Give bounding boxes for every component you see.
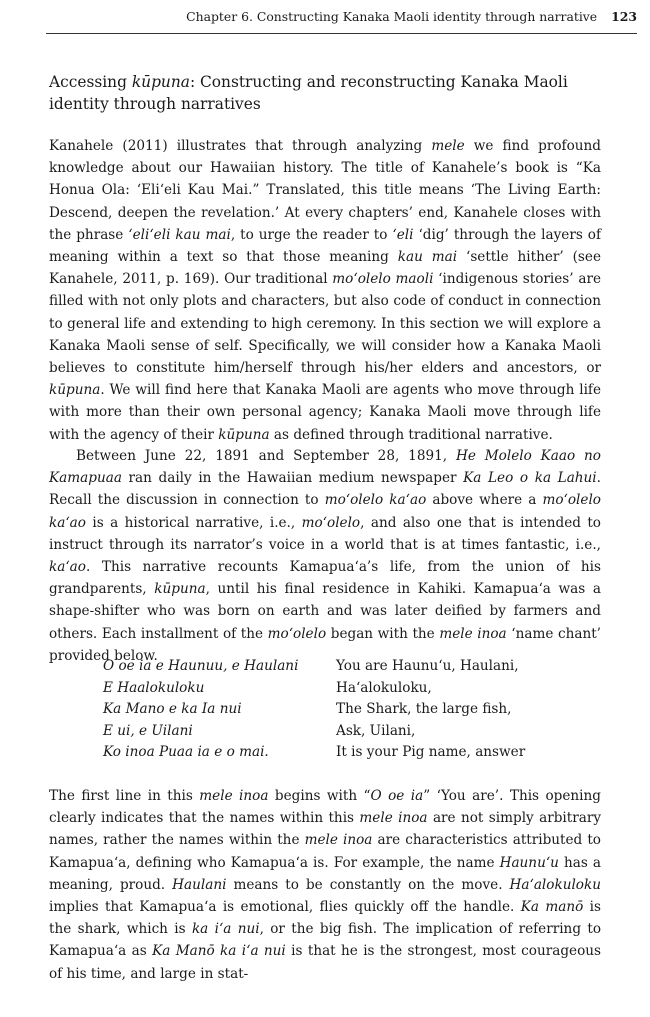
verse-english: Haʻalokuloku, [336,679,432,696]
emphasis-term: moʻolelo kaʻao [324,492,427,509]
text-run: , until his final residence in Kahiki. Kamapuaʻa was a shape-shifter who was born on earth and was later deified by farmers and others. Each installment of the [49,581,601,642]
paragraph-2 [49,445,601,667]
emphasis-term: Haulani [172,876,227,893]
text-run: means to be constantly on the move. [226,876,510,893]
verse-english: Ask, Uilani, [336,722,416,739]
emphasis-term: kūpuna [154,581,206,598]
emphasis-term: kaʻao [49,559,86,576]
mele-inoa-verse [103,656,543,764]
paragraph-1 [49,135,601,446]
text-run: has a meaning, proud. [49,854,601,893]
section-title-pre: Accessing [49,73,132,91]
emphasis-term: Ka manō [520,899,584,916]
text-run: , or the big fish. The implication of referring to Kamapuaʻa as [49,921,602,960]
emphasis-term: mele [431,138,465,154]
paragraph-3 [49,785,601,985]
text-run: is a historical narrative, i.e., [85,514,302,531]
text-run: above where a [426,492,543,509]
emphasis-term: Haʻalokuloku [509,876,601,893]
text-run: . We will find here that Kanaka Maoli are agents who move through life with more than their own personal agency; Kanaka Maoli move through life with the agency of their [49,382,601,443]
text-run: ‘settle hither’ (see Kanahele, 2011, p. 169). Our traditional [49,249,602,288]
verse-english: It is your Pig name, answer [336,744,526,761]
emphasis-term: kūpuna [49,382,101,399]
verse-line [103,678,543,700]
emphasis-term: ʻeli [392,226,414,243]
section-title-post: : Constructing and reconstructing Kanaka Maoli identity through narratives [49,73,568,113]
emphasis-term: He Molelo Kaao no Kamapuaa [49,448,601,487]
verse-line [103,721,543,743]
text-run: ” ‘You are’. This opening clearly indicates that the names within this [49,788,601,827]
emphasis-term: mele inoa [359,810,428,827]
text-run: ‘name chant’ provided below. [49,625,601,664]
verse-line [103,656,543,678]
section-title-em: kūpuna [131,73,190,91]
text-run: begins with “ [268,788,371,804]
text-run: The first line in this [49,788,200,804]
verse-hawaiian: O oe ia e Haunuu, e Haulani [103,658,299,674]
emphasis-term: kau mai [397,249,458,266]
emphasis-term: Ka Manō ka iʻa nui [152,943,286,960]
emphasis-term: Ka Leo o ka Lahui [463,470,597,487]
emphasis-term: moʻolelo kaʻao [49,492,601,531]
emphasis-term: moʻolelo [267,625,327,642]
verse-english: You are Haunuʻu, Haulani, [336,658,519,674]
verse-hawaiian: E Haalokuloku [103,679,205,696]
text-run: ‘indigenous stories’ are filled with not only plots and characters, but also code of conduct in connection to general life and extending to high ceremony. In this section we will explore a Kanaka Maoli sense of self. Specifically, we will consider how a Kanaka Maoli believes to constitute him/herself through his/her elders and ancestors, or [49,271,601,377]
running-title: Chapter 6. Constructing Kanaka Maoli identity through narrative [186,9,598,24]
emphasis-term: mele inoa [439,625,507,642]
text-run: are characteristics attributed to Kamapuaʻa, defining who Kamapuaʻa is. For example, the name [49,832,601,871]
verse-line [103,699,543,721]
emphasis-term: moʻolelo [301,514,361,531]
text-run: ‘dig’ through the layers of meaning within a text so that those meaning [49,226,601,266]
page-number: 123 [611,9,637,24]
emphasis-term: mele inoa [199,788,269,804]
emphasis-term: moʻolelo maoli [332,271,434,288]
text-run: implies that Kamapuaʻa is emotional, flies quickly off the handle. [49,899,521,916]
text-run: we find profound knowledge about our Hawaiian history. The title of Kanahele’s book is “Ka Honua Ola: ‘Eliʻeli Kau Mai.” Translated, this title means ‘The Living Earth: Descend, deepen the revelation.’ At every chapters’ end, Kanahele closes with the phrase [49,138,601,243]
emphasis-term: O oe ia [370,788,424,804]
verse-english: The Shark, the large fish, [336,701,512,718]
header-rule [46,33,637,34]
emphasis-term: ka iʻa nui [191,921,260,938]
running-head [46,9,637,25]
emphasis-term: kūpuna [218,426,270,443]
verse-hawaiian: Ka Mano e ka Ia nui [103,701,242,718]
text-run: . Recall the discussion in connection to [49,470,601,509]
verse-line [103,742,543,764]
emphasis-term: mele inoa [304,832,373,849]
text-run: , and also one that is intended to instruct through its narrator’s voice in a world that is at times fantastic, i.e., [49,514,601,553]
text-run: are not simply arbitrary names, rather the names within the [49,810,602,849]
text-run: Kanahele (2011) illustrates that through analyzing [49,138,432,154]
text-run: is the shark, which is [49,899,602,938]
section-title [49,71,589,115]
text-run: . This narrative recounts Kamapuaʻa’s life, from the union of his grandparents, [49,559,601,598]
text-run: began with the [326,625,440,642]
text-run: Between June 22, 1891 and September 28, 1891, [76,448,456,464]
text-run: is that he is the strongest, most courageous of his time, and large in stat- [49,943,601,982]
verse-hawaiian: E ui, e Uilani [103,722,193,739]
text-run: as defined through traditional narrative. [269,426,553,443]
emphasis-term: Haunuʻu [499,854,559,871]
text-run: , to urge the reader to [230,226,393,243]
emphasis-term: ʻeliʻeli kau mai [128,226,231,243]
text-run: ran daily in the Hawaiian medium newspaper [121,470,464,487]
verse-hawaiian: Ko inoa Puaa ia e o mai. [103,744,269,761]
